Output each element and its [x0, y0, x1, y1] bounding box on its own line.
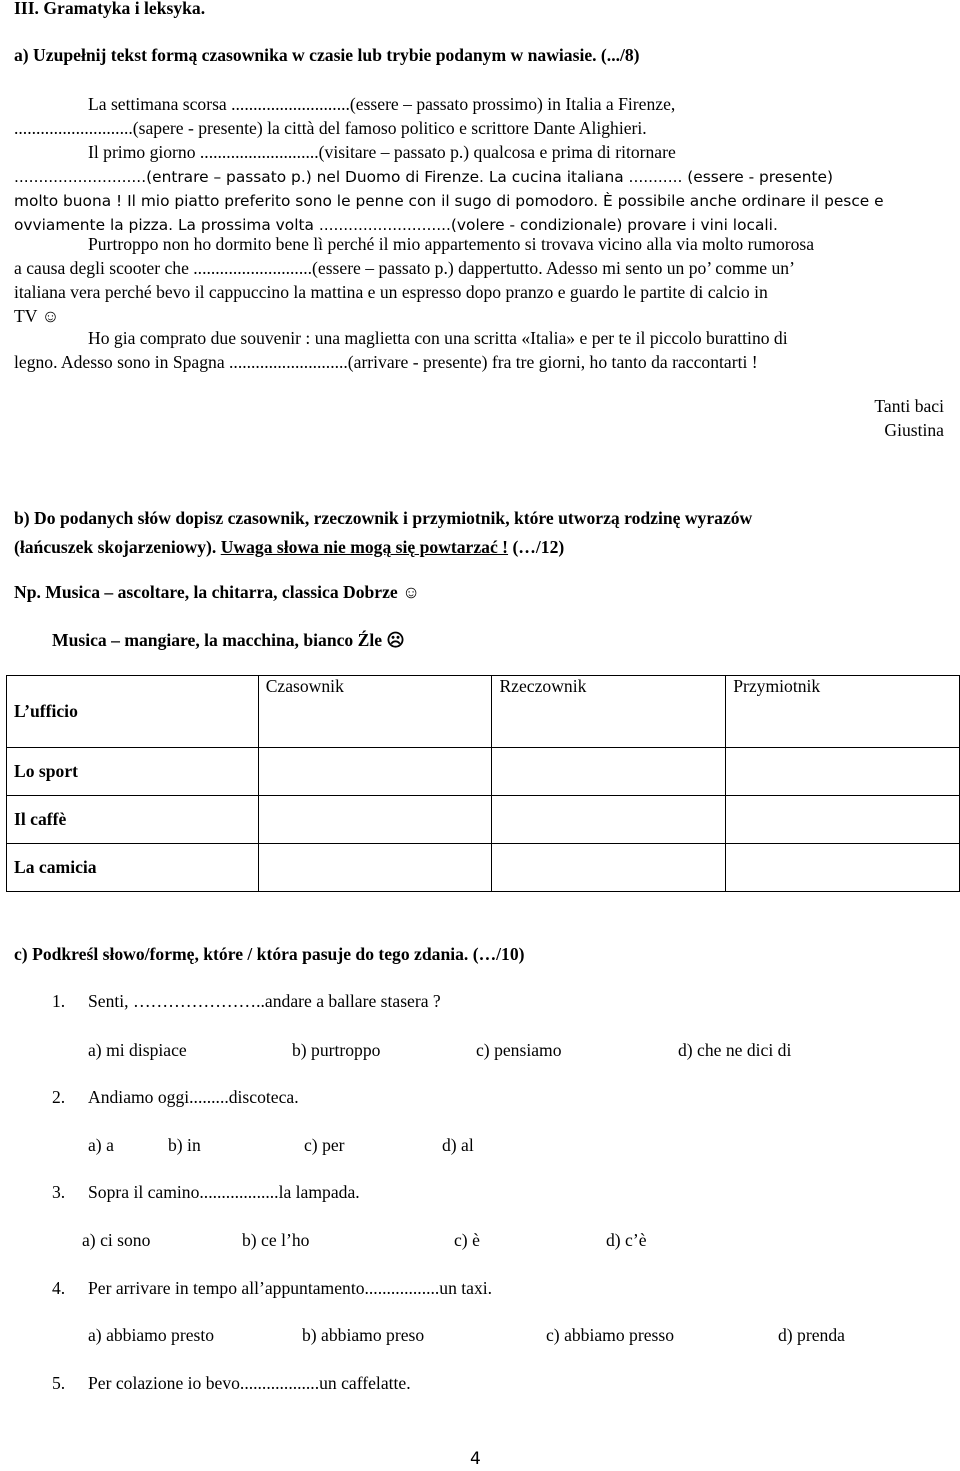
part-b-warning: Uwaga słowa nie mogą się powtarzać ! [220, 537, 509, 557]
text-line: La settimana scorsa ...........................(essere – passato prossimo) in Italia a Firenze, [88, 94, 676, 114]
option[interactable]: d) c’è [606, 1230, 647, 1250]
option[interactable]: d) prenda [778, 1325, 845, 1345]
answer-cell[interactable] [258, 844, 492, 892]
row-header: Lo sport [7, 748, 259, 796]
word-family-table [6, 675, 960, 892]
question-number: 4. [52, 1278, 66, 1298]
answer-cell[interactable] [726, 748, 960, 796]
option[interactable]: c) è [454, 1230, 480, 1250]
text-line: italiana vera perché bevo il cappuccino la mattina e un espresso dopo pranzo e guardo le partite di calcio in [14, 282, 768, 302]
answer-cell[interactable] [492, 748, 726, 796]
example-bad: Musica – mangiare, la macchina, bianco Źle ☹ [52, 630, 405, 650]
page-number: 4 [470, 1449, 481, 1469]
answer-cell[interactable] [492, 844, 726, 892]
option[interactable]: d) al [442, 1135, 474, 1155]
part-b-instruction-text: (łańcuszek skojarzeniowy). [14, 537, 221, 557]
part-c-instruction: c) Podkreśl słowo/formę, które / która pasuje do tego zdania. (…/10) [14, 944, 525, 964]
text-line: a causa degli scooter che ...........................(essere – passato p.) dappertutto. Adesso mi sento un po’ comme un’ [14, 258, 795, 278]
table-row [7, 796, 960, 844]
text-line: ovviamente la pizza. La prossima volta ...........................(volere - condizionale) provare i vini locali. [14, 216, 778, 234]
part-a-instruction: a) Uzupełnij tekst formą czasownika w czasie lub trybie podanym w nawiasie. (.../8) [14, 45, 640, 65]
answer-cell[interactable] [492, 796, 726, 844]
option[interactable]: c) abbiamo presso [546, 1325, 675, 1345]
row-header: La camicia [7, 844, 259, 892]
table-row [7, 748, 960, 796]
answer-cell[interactable] [726, 796, 960, 844]
closing-greeting: Tanti baci [874, 396, 944, 416]
question-number: 2. [52, 1087, 66, 1107]
option[interactable]: c) per [304, 1135, 345, 1155]
closing-signature: Giustina [884, 420, 944, 440]
option[interactable]: d) che ne dici di [678, 1040, 792, 1060]
example-good: Np. Musica – ascoltare, la chitarra, classica Dobrze ☺ [14, 582, 421, 602]
column-header: Czasownik [258, 676, 492, 748]
option[interactable]: c) pensiamo [476, 1040, 562, 1060]
text-line: Il primo giorno ...........................(visitare – passato p.) qualcosa e prima di ritornare [88, 142, 676, 162]
option[interactable]: b) abbiamo preso [302, 1325, 425, 1345]
text-line: legno. Adesso sono in Spagna ...........................(arrivare - presente) fra tre giorni, ho tanto da raccontarti ! [14, 352, 758, 372]
option[interactable]: b) in [168, 1135, 201, 1155]
question-number: 1. [52, 991, 66, 1011]
table-row [7, 844, 960, 892]
text-line: Ho gia comprato due souvenir : una maglietta con una scritta «Italia» e per te il piccolo burattino di [88, 328, 788, 348]
text-line: molto buona ! Il mio piatto preferito sono le penne con il sugo di pomodoro. È possibile anche ordinare il pesce e [14, 192, 884, 210]
section-title: III. Gramatyka i leksyka. [14, 0, 206, 18]
part-b-instruction-line2 [14, 537, 564, 558]
column-header: Przymiotnik [726, 676, 960, 748]
part-b-instruction: b) Do podanych słów dopisz czasownik, rzeczownik i przymiotnik, które utworzą rodzinę wyrazów [14, 508, 753, 528]
question-text: Andiamo oggi.........discoteca. [88, 1087, 299, 1107]
question-number: 3. [52, 1182, 66, 1202]
question-text: Senti, …………………..andare a ballare stasera ? [88, 991, 441, 1011]
text-line: Purtroppo non ho dormito bene lì perché il mio appartemento si trovava vicino alla via molto rumorosa [88, 234, 815, 254]
part-b-points: (…/12) [508, 537, 565, 557]
column-header: Rzeczownik [492, 676, 726, 748]
option[interactable]: a) abbiamo presto [88, 1325, 215, 1345]
table-row [7, 676, 960, 748]
option[interactable]: a) mi dispiace [88, 1040, 187, 1060]
text-line: ...........................(entrare – passato p.) nel Duomo di Firenze. La cucina italiana ........... (essere - presente) [14, 168, 834, 186]
answer-cell[interactable] [258, 748, 492, 796]
option[interactable]: b) purtroppo [292, 1040, 381, 1060]
option[interactable]: a) ci sono [82, 1230, 151, 1250]
row-header: Il caffè [7, 796, 259, 844]
row-header: L’ufficio [7, 676, 259, 748]
option[interactable]: a) a [88, 1135, 114, 1155]
question-text: Sopra il camino..................la lampada. [88, 1182, 360, 1202]
text-line: TV ☺ [14, 306, 60, 326]
answer-cell[interactable] [258, 796, 492, 844]
option[interactable]: b) ce l’ho [242, 1230, 310, 1250]
question-text: Per colazione io bevo..................un caffelatte. [88, 1373, 411, 1393]
answer-cell[interactable] [726, 844, 960, 892]
question-number: 5. [52, 1373, 66, 1393]
text-line: ...........................(sapere - presente) la città del famoso politico e scrittore Dante Alighieri. [14, 118, 647, 138]
question-text: Per arrivare in tempo all’appuntamento.................un taxi. [88, 1278, 493, 1298]
